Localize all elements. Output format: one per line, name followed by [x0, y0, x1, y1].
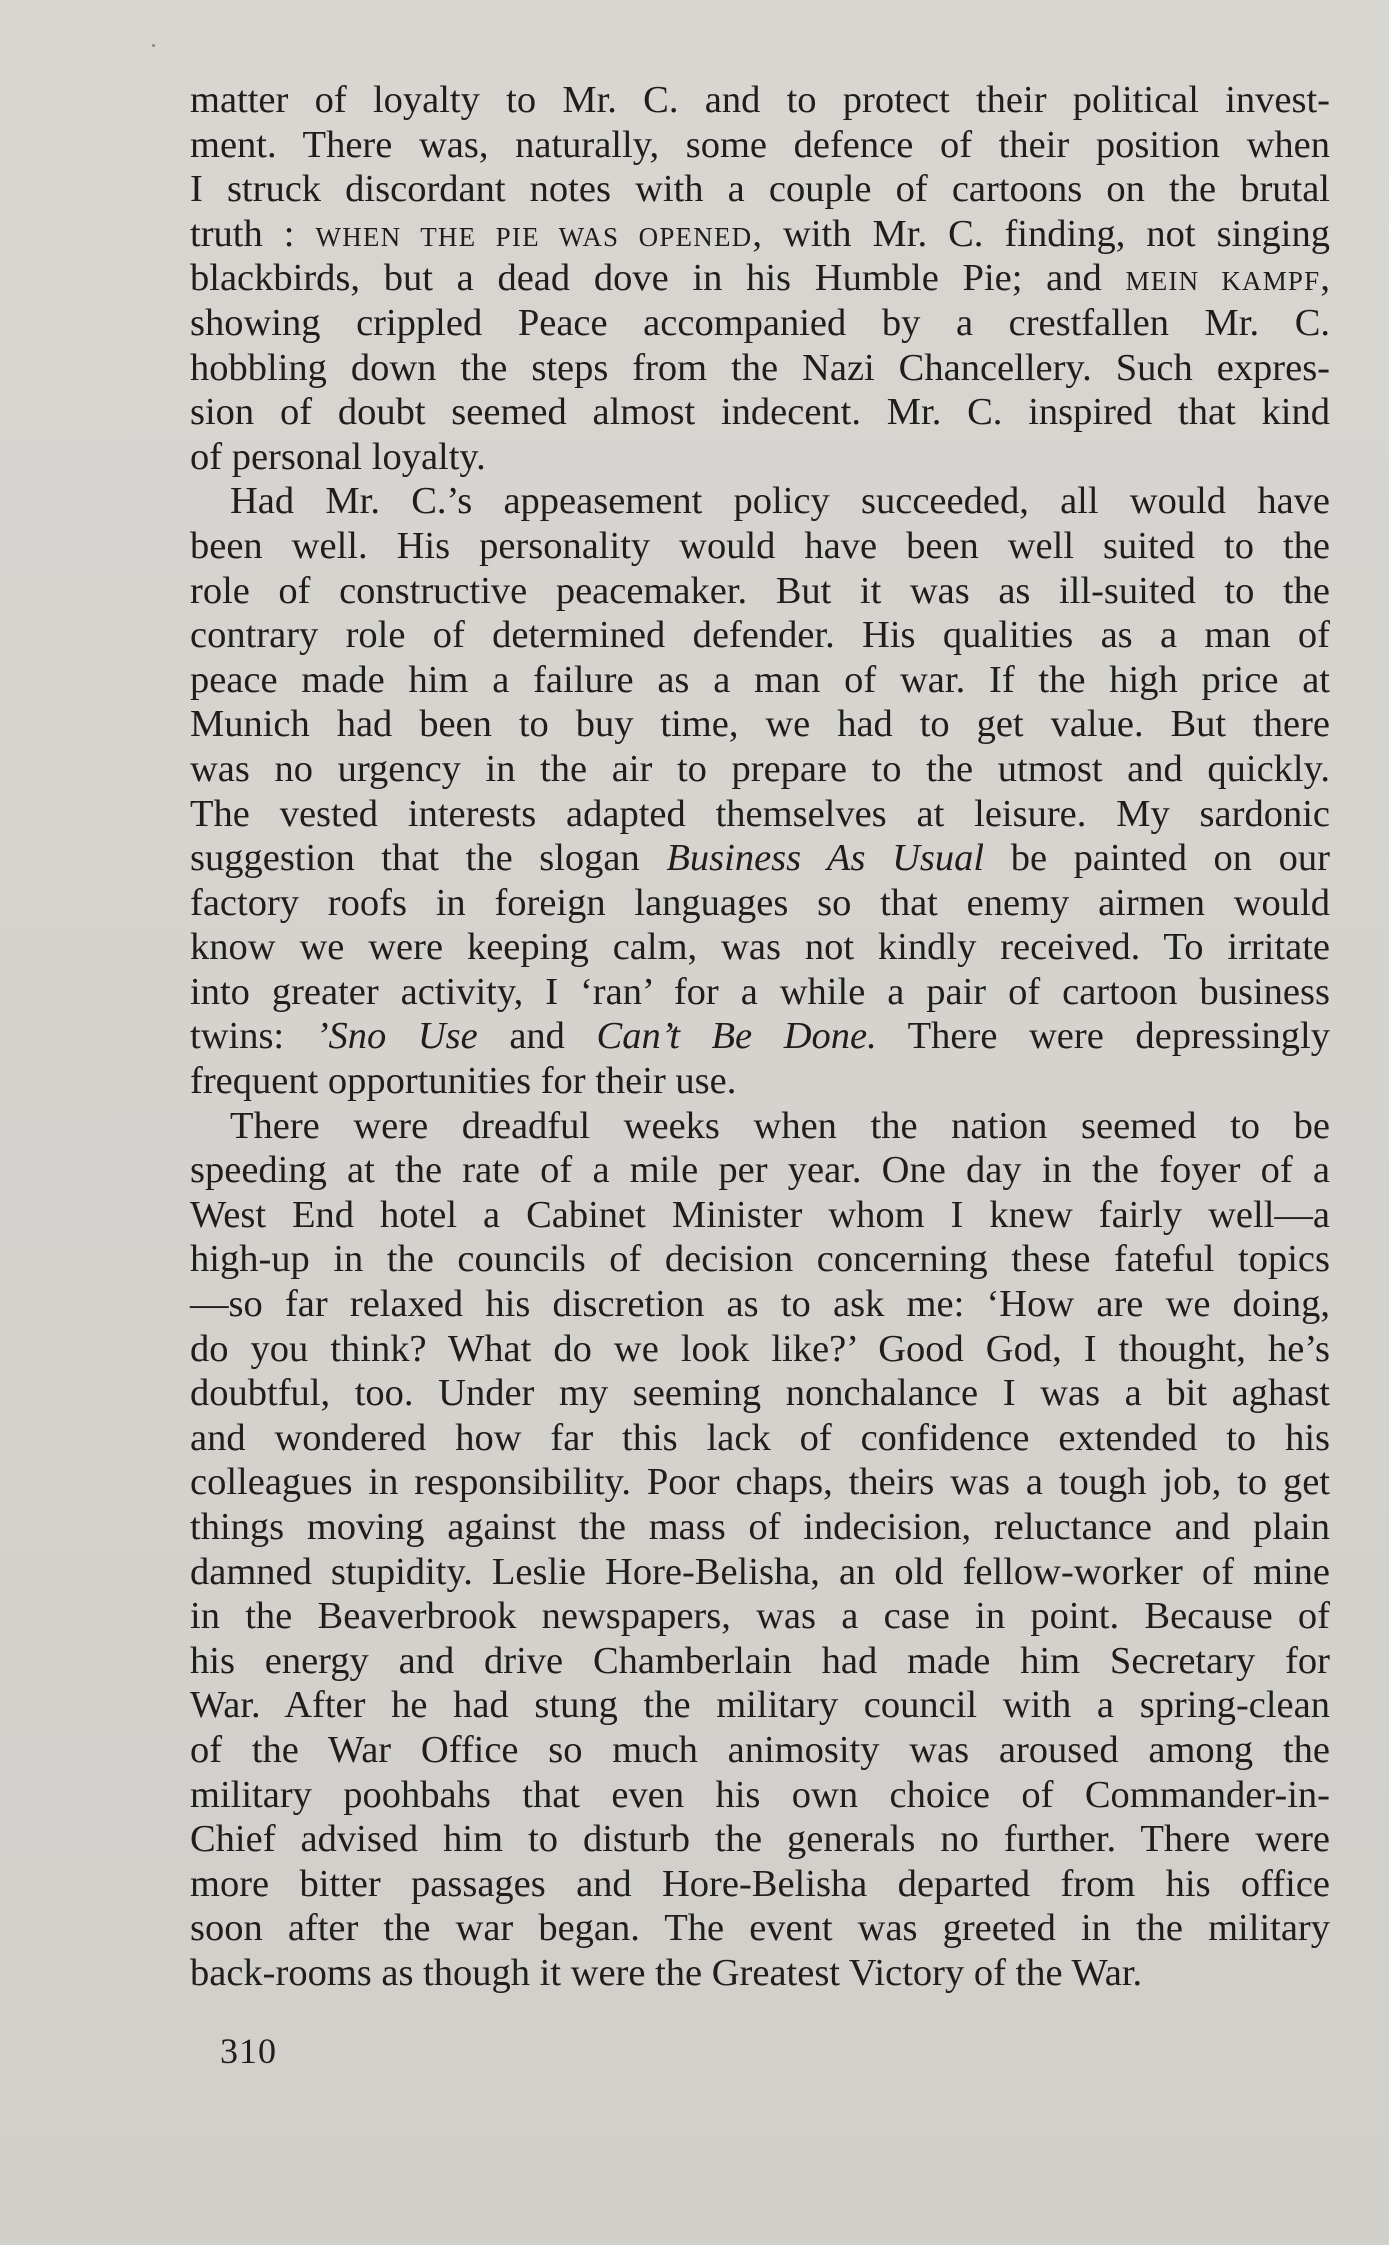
text-line	[190, 212, 1330, 257]
paper-speck	[152, 44, 155, 47]
text-line: of the War Office so much animosity was aroused among the	[190, 1728, 1330, 1771]
text-line: speeding at the rate of a mile per year. One day in the foyer of a	[190, 1149, 1330, 1192]
body-text	[190, 78, 1330, 1996]
text-line: more bitter passages and Hore-Belisha departed from his office	[190, 1862, 1330, 1905]
text-line: peace made him a failure as a man of war. If the high price at	[190, 658, 1330, 701]
text-line: in the Beaverbrook newspapers, was a case in point. Because of	[190, 1595, 1330, 1638]
text-line	[190, 1014, 1330, 1059]
text-run: There were depressingly	[876, 1015, 1330, 1058]
text-run: be painted on our	[984, 837, 1330, 880]
text-line: do you think? What do we look like?’ Good God, I thought, he’s	[190, 1327, 1330, 1370]
text-line: military poohbahs that even his own choice of Commander-in-	[190, 1773, 1330, 1816]
cartoon-twin-cant-be-done: Can’t Be Done.	[596, 1015, 877, 1058]
cartoon-twin-sno-use: ’Sno Use	[315, 1015, 478, 1058]
text-line: ment. There was, naturally, some defence of their position when	[190, 123, 1330, 166]
text-run: truth :	[190, 212, 316, 255]
text-line: Had Mr. C.’s appeasement policy succeeded, all would have	[230, 480, 1330, 523]
text-line: back-rooms as though it were the Greatest Victory of the War.	[190, 1951, 1143, 1994]
text-line: soon after the war began. The event was greeted in the military	[190, 1907, 1330, 1950]
text-line: role of constructive peacemaker. But it was as ill-suited to the	[190, 569, 1330, 612]
slogan-business-as-usual: Business As Usual	[666, 837, 985, 880]
text-line: into greater activity, I ‘ran’ for a while a pair of cartoon business	[190, 970, 1330, 1013]
text-line: things moving against the mass of indecision, reluctance and plain	[190, 1506, 1330, 1548]
text-run: and	[477, 1015, 597, 1058]
text-line: been well. His personality would have been well suited to the	[190, 524, 1330, 567]
text-line: sion of doubt seemed almost indecent. Mr. C. inspired that kind	[190, 391, 1330, 434]
text-line: factory roofs in foreign languages so that enemy airmen would	[190, 881, 1330, 924]
text-line: Chief advised him to disturb the generals no further. There were	[190, 1818, 1330, 1861]
text-line: doubtful, too. Under my seeming nonchalance I was a bit aghast	[190, 1372, 1330, 1415]
text-run: suggestion that the slogan	[190, 837, 667, 880]
text-line: contrary role of determined defender. His qualities as a man of	[190, 614, 1330, 657]
text-line: colleagues in responsibility. Poor chaps, theirs was a tough job, to get	[190, 1461, 1330, 1504]
cartoon-title-mein-kampf: MEIN KAMPF	[1125, 266, 1321, 297]
text-run: blackbirds, but a dead dove in his Humble Pie; and	[190, 257, 1126, 300]
text-line: —so far relaxed his discretion as to ask me: ‘How are we doing,	[190, 1283, 1330, 1326]
text-line: matter of loyalty to Mr. C. and to protect their political invest-	[190, 79, 1330, 121]
text-line: and wondered how far this lack of confidence extended to his	[190, 1416, 1330, 1459]
text-line: frequent opportunities for their use.	[190, 1060, 737, 1103]
text-line: There were dreadful weeks when the nation seemed to be	[230, 1104, 1330, 1147]
text-line: hobbling down the steps from the Nazi Chancellery. Such expres-	[190, 346, 1330, 389]
text-line: high-up in the councils of decision concerning these fateful topics	[190, 1238, 1330, 1281]
text-run: ,	[1320, 257, 1330, 300]
text-run: , with Mr. C. finding, not singing	[752, 212, 1331, 255]
text-line: his energy and drive Chamberlain had made him Secretary for	[190, 1639, 1330, 1682]
text-line: Munich had been to buy time, we had to get value. But there	[190, 703, 1330, 746]
text-line: West End hotel a Cabinet Minister whom I knew fairly well—a	[190, 1193, 1330, 1236]
page-number: 310	[220, 2031, 277, 2071]
text-line	[190, 836, 1330, 881]
text-line: of personal loyalty.	[190, 435, 486, 478]
text-line: showing crippled Peace accompanied by a crestfallen Mr. C.	[190, 301, 1330, 344]
text-run: twins:	[190, 1015, 316, 1058]
cartoon-title-pie: WHEN THE PIE WAS OPENED	[315, 221, 753, 252]
text-line: War. After he had stung the military council with a spring-clean	[190, 1684, 1330, 1727]
text-line: damned stupidity. Leslie Hore-Belisha, an old fellow-worker of mine	[190, 1550, 1330, 1593]
text-line: I struck discordant notes with a couple of cartoons on the brutal	[190, 168, 1330, 211]
text-line	[190, 256, 1330, 301]
text-line: The vested interests adapted themselves at leisure. My sardonic	[190, 792, 1330, 835]
text-line: was no urgency in the air to prepare to the utmost and quickly.	[190, 747, 1330, 790]
text-line: know we were keeping calm, was not kindly received. To irritate	[190, 926, 1330, 969]
